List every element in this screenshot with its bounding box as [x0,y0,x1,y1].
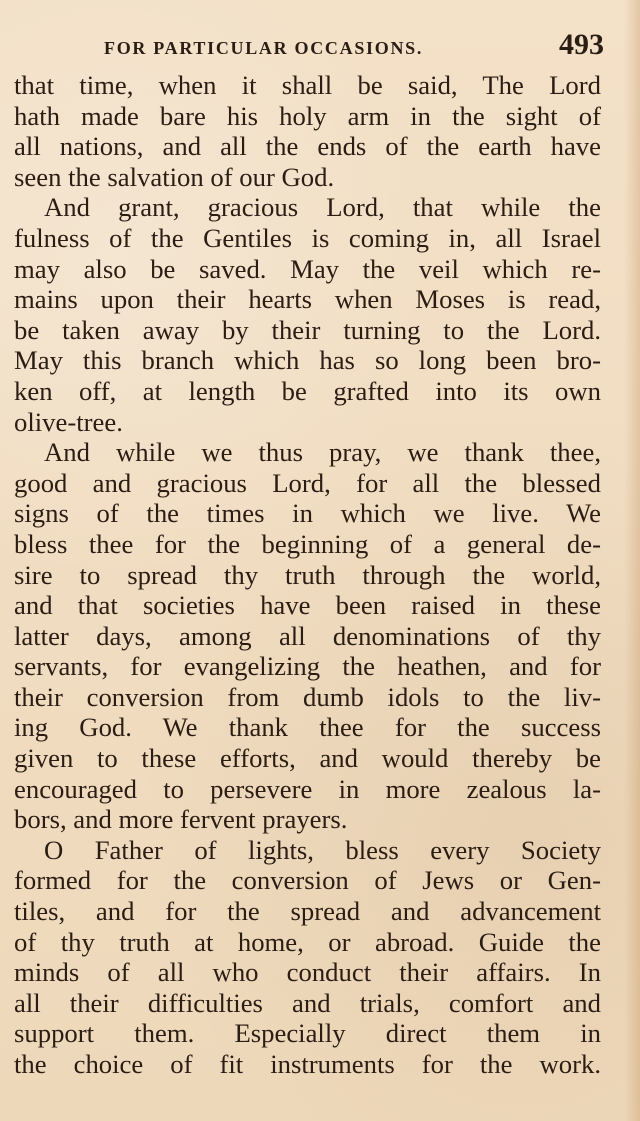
text-line-16: bless thee for the beginning of a general de- [14,528,601,559]
text-line-09: be taken away by their turning to the Lord. [14,314,601,345]
text-line-10: May this branch which has so long been bro- [14,345,601,376]
text-line-11: ken off, at length be grafted into its own [14,375,601,406]
text-line-13: And while we thus pray, we thank thee, [44,437,601,468]
page-number: 493 [559,28,604,61]
text-line-22: ing God. We thank thee for the success [14,712,601,743]
text-line-27: formed for the conversion of Jews or Gen- [14,865,601,896]
text-line-12: olive-tree. [14,406,123,437]
text-line-18: and that societies have been raised in these [14,590,601,621]
text-line-23: given to these efforts, and would thereby be [14,743,601,774]
running-head: FOR PARTICULAR OCCASIONS. [104,38,424,58]
text-line-14: good and gracious Lord, for all the blessed [14,467,601,498]
text-line-29: of thy truth at home, or abroad. Guide the [14,926,601,957]
page-edge-shadow [624,0,640,1121]
text-line-30: minds of all who conduct their affairs. In [14,957,601,988]
text-line-08: mains upon their hearts when Moses is read, [14,284,601,315]
text-line-02: hath made bare his holy arm in the sight of [14,100,601,131]
text-line-33: the choice of fit instruments for the work. [14,1049,601,1079]
text-line-32: support them. Especially direct them in [14,1018,601,1049]
text-line-28: tiles, and for the spread and advancement [14,896,601,927]
text-line-06: fulness of the Gentiles is coming in, all Israel [14,222,601,253]
text-line-03: all nations, and all the ends of the earth have [14,131,601,162]
text-line-31: all their difficulties and trials, comfort and [14,987,601,1018]
text-line-04: seen the salvation of our God. [14,161,335,192]
page-header [104,30,604,64]
text-line-19: latter days, among all denominations of thy [14,620,601,651]
page-text [14,70,601,1080]
text-line-25: bors, and more fervent prayers. [14,804,348,835]
text-line-24: encouraged to persevere in more zealous la- [14,773,601,804]
text-line-05: And grant, gracious Lord, that while the [44,192,601,223]
text-line-15: signs of the times in which we live. We [14,498,601,529]
text-line-01: that time, when it shall be said, The Lord [14,70,601,100]
text-line-21: their conversion from dumb idols to the liv- [14,681,601,712]
text-line-26: O Father of lights, bless every Society [44,834,601,865]
text-line-07: may also be saved. May the veil which re- [14,253,601,284]
text-line-17: sire to spread thy truth through the world, [14,559,601,590]
text-line-20: servants, for evangelizing the heathen, and for [14,651,601,682]
